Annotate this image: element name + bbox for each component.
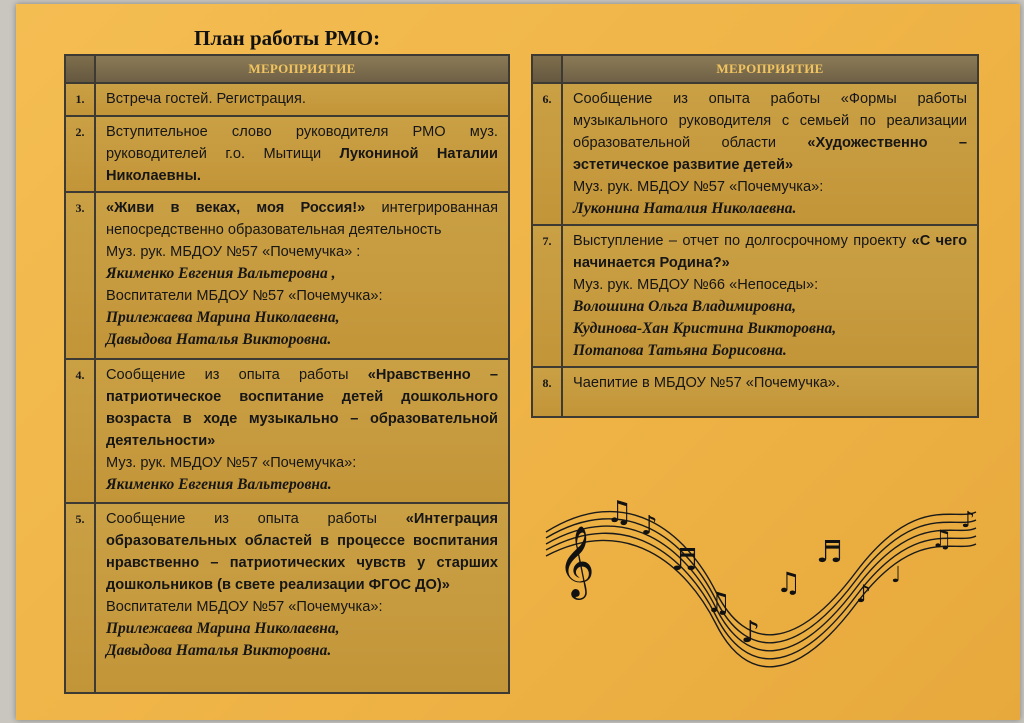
event-text-fragment: «Художественно – эстетическое развитие детей» bbox=[573, 135, 967, 173]
event-text-fragment: Давыдова Наталья Викторовна. bbox=[106, 642, 332, 659]
plan-table-right bbox=[531, 54, 979, 418]
svg-text:♫: ♫ bbox=[606, 495, 633, 530]
svg-text:♩: ♩ bbox=[891, 563, 902, 588]
row-number: 1. bbox=[65, 83, 95, 116]
svg-text:♪: ♪ bbox=[856, 580, 872, 608]
music-notes-decoration bbox=[536, 492, 1006, 672]
table-row bbox=[532, 225, 978, 367]
event-text-fragment: Выступление – отчет по долгосрочному проекту bbox=[573, 233, 912, 249]
event-cell bbox=[562, 367, 978, 417]
row-number: 4. bbox=[65, 359, 95, 503]
music-staff-swirl bbox=[546, 512, 976, 667]
table-row bbox=[532, 83, 978, 225]
table-row bbox=[65, 359, 509, 503]
svg-text:♫: ♫ bbox=[706, 586, 732, 619]
event-column-header: МЕРОПРИЯТИЕ bbox=[562, 55, 978, 83]
event-text-fragment: Муз. рук. МБДОУ №57 «Почемучка»: bbox=[573, 179, 824, 195]
paper-sheet bbox=[16, 4, 1020, 720]
event-cell bbox=[562, 225, 978, 367]
event-text-fragment: Давыдова Наталья Викторовна. bbox=[106, 331, 332, 348]
event-text-fragment: интегрированная непосредственно образовательная деятельность bbox=[106, 200, 498, 238]
plan-table-left bbox=[64, 54, 510, 694]
event-text-fragment: Воспитатели МБДОУ №57 «Почемучка»: bbox=[106, 288, 383, 304]
table-row bbox=[65, 192, 509, 359]
table-row bbox=[65, 503, 509, 693]
event-text-fragment: Якименко Евгения Вальтеровна. bbox=[106, 476, 332, 493]
svg-text:𝄞: 𝄞 bbox=[558, 524, 595, 597]
table-row bbox=[65, 83, 509, 116]
treble-clef-icon bbox=[558, 524, 595, 600]
event-text-fragment: Сообщение из опыта работы bbox=[106, 367, 368, 383]
svg-text:♬: ♬ bbox=[671, 543, 698, 578]
event-text-fragment: Сообщение из опыта работы bbox=[106, 511, 406, 527]
svg-text:♫: ♫ bbox=[776, 566, 802, 599]
row-number: 2. bbox=[65, 116, 95, 192]
table-row bbox=[65, 116, 509, 192]
event-text-fragment: Муз. рук. МБДОУ №57 «Почемучка» : bbox=[106, 244, 361, 260]
svg-text:♬: ♬ bbox=[816, 535, 843, 570]
row-number: 8. bbox=[532, 367, 562, 417]
event-text-fragment: Волошина Ольга Владимировна, bbox=[573, 298, 796, 315]
event-text-fragment: Встреча гостей. Регистрация. bbox=[106, 91, 306, 107]
event-cell bbox=[95, 192, 509, 359]
event-text-fragment: Прилежаева Марина Николаевна, bbox=[106, 309, 340, 326]
event-text-fragment: Потапова Татьяна Борисовна. bbox=[573, 342, 787, 359]
number-column-header bbox=[65, 55, 95, 83]
event-text-fragment: Прилежаева Марина Николаевна, bbox=[106, 620, 340, 637]
row-number: 7. bbox=[532, 225, 562, 367]
table-header-row bbox=[532, 55, 978, 83]
event-text-fragment: «Живи в веках, моя Россия!» bbox=[106, 200, 366, 216]
event-text-fragment: «Нравственно – патриотическое воспитание детей дошкольного возраста в ходе музыкально – образовательной деятельности» bbox=[106, 367, 498, 449]
svg-text:♪: ♪ bbox=[741, 615, 761, 650]
svg-text:♫: ♫ bbox=[931, 525, 953, 553]
page-title: План работы РМО: bbox=[194, 26, 381, 50]
row-number: 5. bbox=[65, 503, 95, 693]
event-text-fragment: «Интеграция образовательных областей в процессе воспитания нравственно – патриотических чувств у старших дошкольников (в свете реализации ФГОС ДО)» bbox=[106, 511, 498, 593]
event-text-fragment: Сообщение из опыта работы «Формы работы музыкального руководителя с семьей по реализации образовательной области bbox=[573, 91, 967, 151]
svg-text:♪: ♪ bbox=[641, 511, 658, 541]
svg-text:♪: ♪ bbox=[961, 508, 976, 533]
event-text-fragment: Воспитатели МБДОУ №57 «Почемучка»: bbox=[106, 599, 383, 615]
table-row bbox=[532, 367, 978, 417]
event-text-fragment: Луконина Наталия Николаевна. bbox=[573, 200, 797, 217]
table-header-row bbox=[65, 55, 509, 83]
event-cell bbox=[95, 83, 509, 116]
event-cell bbox=[95, 116, 509, 192]
event-text-fragment: Вступительное слово руководителя РМО муз. руководителей г.о. Мытищи bbox=[106, 124, 498, 162]
event-text-fragment: «С чего начинается Родина?» bbox=[573, 233, 967, 271]
event-cell bbox=[95, 503, 509, 693]
event-text-fragment: Якименко Евгения Вальтеровна , bbox=[106, 265, 336, 282]
event-cell bbox=[562, 83, 978, 225]
event-text-fragment: Чаепитие в МБДОУ №57 «Почемучка». bbox=[573, 375, 840, 391]
event-text-fragment: Муз. рук. МБДОУ №66 «Непоседы»: bbox=[573, 277, 819, 293]
row-number: 3. bbox=[65, 192, 95, 359]
event-text-fragment: Кудинова-Хан Кристина Викторовна, bbox=[573, 320, 837, 337]
event-text-fragment: Лукониной Наталии Николаевны. bbox=[106, 146, 498, 184]
row-number: 6. bbox=[532, 83, 562, 225]
event-text-fragment: Муз. рук. МБДОУ №57 «Почемучка»: bbox=[106, 455, 357, 471]
event-cell bbox=[95, 359, 509, 503]
event-column-header: МЕРОПРИЯТИЕ bbox=[95, 55, 509, 83]
number-column-header bbox=[532, 55, 562, 83]
